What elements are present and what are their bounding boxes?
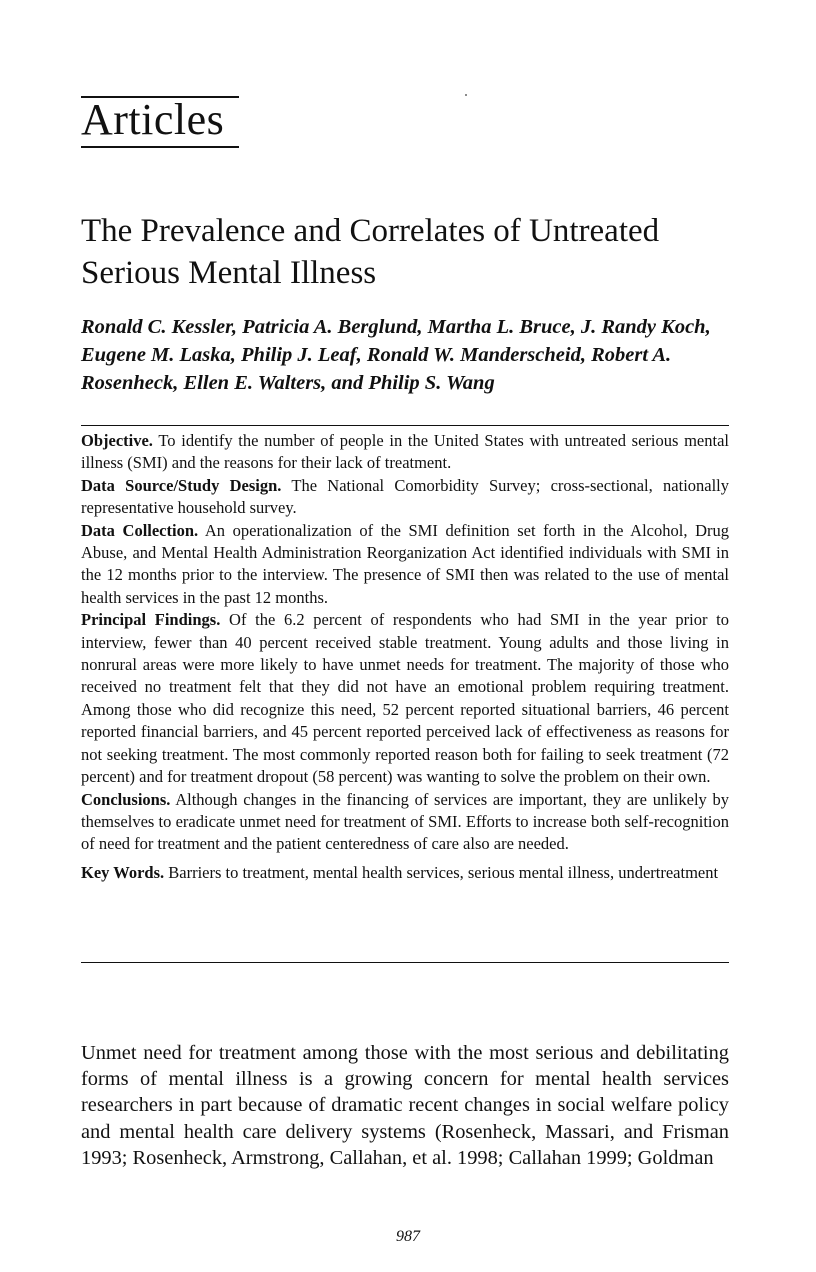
abstract-conclusions-text: Although changes in the financing of services are important, they are unlikely by themselves to eradicate unmet need for treatment of SMI. Efforts to increase both self-recognition of need for treatment and the patient centeredness of care also are needed.	[81, 789, 729, 854]
abstract-conclusions	[81, 789, 729, 856]
abstract-data-source-label: Data Source/Study Design.	[81, 475, 282, 495]
scan-speck	[465, 94, 467, 96]
abstract-conclusions-label: Conclusions.	[81, 789, 171, 809]
abstract-findings-label: Principal Findings.	[81, 610, 221, 630]
page-number: 987	[396, 1228, 420, 1245]
abstract-top-rule	[81, 425, 729, 426]
section-label: Articles	[81, 95, 225, 144]
abstract-findings	[81, 609, 729, 788]
abstract-keywords	[81, 862, 729, 884]
abstract-findings-text: Of the 6.2 percent of respondents who had SMI in the year prior to interview, fewer than 40 percent received stable treatment. Young adults and those living in nonrural areas were more likely to have unmet needs for treatment. The majority of those who received no treatment felt that they did not have an emotional problem requiring treatment. Among those who did recognize this need, 52 percent reported situational barriers, 46 percent reported financial barriers, and 45 percent reported perceived lack of effectiveness as reasons for not seeking treatment. The most commonly reported reason both for failing to seek treatment (72 percent) and for treatment dropout (58 percent) was wanting to solve the problem on their own.	[81, 610, 730, 787]
abstract-objective-label: Objective.	[81, 431, 153, 450]
abstract-data-collection-text: An operationalization of the SMI definition set forth in the Alcohol, Drug Abuse, and Mental Health Administration Reorganization Act identified individuals with SMI in the 12 months prior to the interview. The presence of SMI then was related to the use of mental health services in the past 12 months.	[81, 520, 729, 607]
abstract-data-source	[81, 475, 729, 520]
abstract-keywords-label: Key Words.	[81, 862, 165, 882]
abstract-keywords-text: Barriers to treatment, mental health services, serious mental illness, undertreatment	[168, 862, 719, 882]
abstract-bottom-rule	[81, 962, 729, 963]
abstract-data-collection-label: Data Collection.	[81, 520, 199, 540]
abstract-objective-text: To identify the number of people in the United States with untreated serious mental illness (SMI) and the reasons for their lack of treatment.	[81, 431, 730, 473]
abstract	[81, 430, 729, 884]
article-title: The Prevalence and Correlates of Untreated Serious Mental Illness	[81, 213, 660, 291]
abstract-data-collection	[81, 520, 729, 610]
author-list: Ronald C. Kessler, Patricia A. Berglund, Martha L. Bruce, J. Randy Koch, Eugene M. Laska, Philip J. Leaf, Ronald W. Manderscheid, Robert A. Rosenheck, Ellen E. Walters, and Philip S. Wang	[81, 316, 711, 394]
section-rule-bottom	[81, 146, 239, 148]
abstract-data-source-text: The National Comorbidity Survey; cross-sectional, nationally representative household survey.	[81, 475, 730, 518]
body-paragraph: Unmet need for treatment among those with the most serious and debilitating forms of mental illness is a growing concern for mental health services researchers in part because of dramatic recent changes in social welfare policy and mental health care delivery systems (Rosenheck, Massari, and Frisman 1993; Rosenheck, Armstrong, Callahan, et al. 1998; Callahan 1999; Goldman	[81, 1042, 729, 1169]
abstract-objective	[81, 430, 729, 475]
